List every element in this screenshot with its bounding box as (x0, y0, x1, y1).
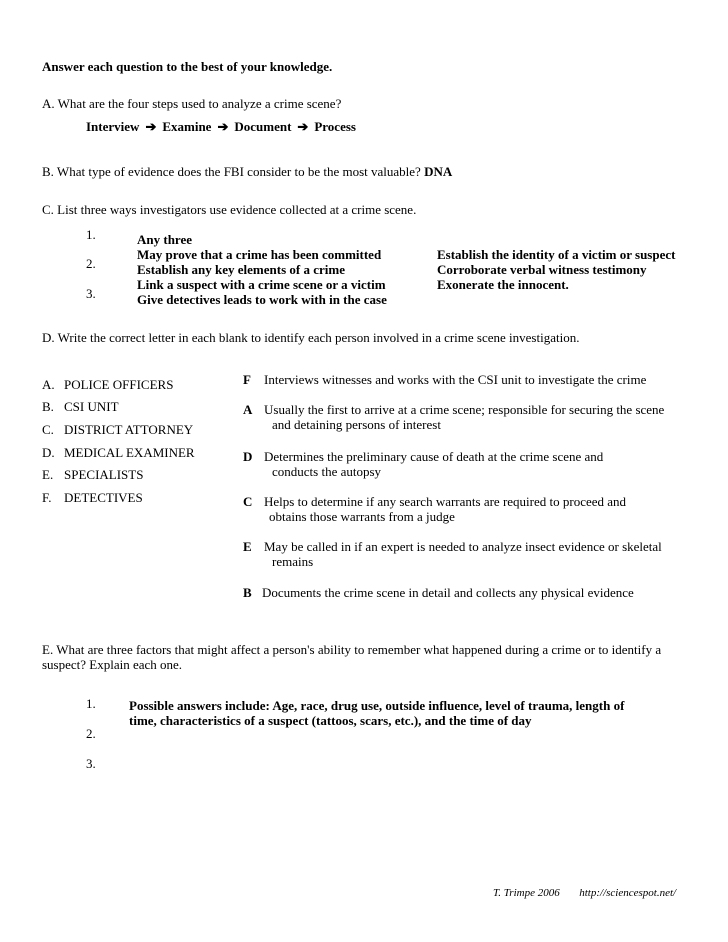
person-name: MEDICAL EXAMINER (64, 445, 195, 460)
match-description: Interviews witnesses and works with the CSI unit to investigate the crime (264, 372, 647, 387)
match-description: May be called in if an expert is needed to analyze insect evidence or skeletal (264, 539, 662, 554)
question-d-prompt: D. Write the correct letter in each blank to identify each person involved in a crime scene investigation. (42, 330, 580, 345)
person-district-attorney (42, 422, 193, 438)
match-description-continued: obtains those warrants from a judge (269, 509, 455, 524)
question-c-number-2: 2. (86, 256, 96, 271)
person-letter: A. (42, 377, 55, 392)
footer-url: http://sciencespot.net/ (579, 887, 677, 899)
match-row (243, 372, 646, 388)
match-description-continued: conducts the autopsy (272, 464, 382, 479)
question-c-number-1: 1. (86, 227, 96, 242)
step-interview: Interview (86, 119, 140, 134)
question-e-number-1: 1. (86, 696, 96, 711)
question-c-number-3: 3. (86, 286, 96, 301)
step-examine: Examine (162, 119, 212, 134)
worksheet-instructions: Answer each question to the best of your knowledge. (42, 59, 333, 74)
person-letter: F. (42, 490, 52, 505)
match-row (243, 494, 626, 510)
question-a-answer (86, 119, 356, 135)
person-detectives (42, 490, 143, 506)
match-description: Determines the preliminary cause of death at the crime scene and (264, 449, 604, 464)
match-answer: B (243, 585, 252, 600)
question-e-number-2: 2. (86, 726, 96, 741)
person-csi-unit (42, 399, 119, 415)
person-police-officers (42, 377, 173, 393)
match-answer: F (243, 372, 251, 387)
question-b-answer: DNA (424, 164, 453, 179)
match-row (243, 539, 662, 555)
question-e-prompt-line1: E. What are three factors that might affect a person's ability to remember what happened during a crime or to identify a (42, 642, 662, 657)
question-e-answer-line1: Possible answers include: Age, race, drug use, outside influence, level of trauma, length of (129, 698, 625, 713)
step-process: Process (314, 119, 356, 134)
match-description: Documents the crime scene in detail and collects any physical evidence (262, 585, 634, 600)
question-c-left-answer-4: Give detectives leads to work with in the case (137, 292, 387, 307)
arrow-right-icon: ➔ (217, 119, 229, 134)
match-description: Helps to determine if any search warrants are required to proceed and (264, 494, 627, 509)
question-a-prompt: A. What are the four steps used to analyze a crime scene? (42, 96, 342, 111)
question-c-answer-header: Any three (137, 232, 193, 247)
step-document: Document (234, 119, 292, 134)
match-description: Usually the first to arrive at a crime scene; responsible for securing the scene (264, 402, 665, 417)
question-c-right-answer-1: Establish the identity of a victim or suspect (437, 247, 676, 262)
person-letter: E. (42, 467, 54, 482)
match-answer: A (243, 402, 253, 417)
question-c-left-answer-1: May prove that a crime has been committed (137, 247, 382, 262)
question-c-prompt: C. List three ways investigators use evidence collected at a crime scene. (42, 202, 417, 217)
person-name: SPECIALISTS (64, 467, 144, 482)
question-b-prompt: B. What type of evidence does the FBI consider to be the most valuable? (42, 164, 421, 179)
question-b (42, 164, 452, 180)
footer-credit (493, 885, 676, 901)
match-answer: E (243, 539, 252, 554)
match-row (243, 585, 634, 601)
person-specialists (42, 467, 143, 483)
question-e-prompt-line2: suspect? Explain each one. (42, 657, 183, 672)
match-answer: D (243, 449, 253, 464)
person-name: POLICE OFFICERS (64, 377, 174, 392)
question-c-left-answer-2: Establish any key elements of a crime (137, 262, 345, 277)
question-e-answer-line2: time, characteristics of a suspect (tattoos, scars, etc.), and the time of day (129, 713, 532, 728)
arrow-right-icon: ➔ (145, 119, 157, 134)
match-answer: C (243, 494, 253, 509)
person-name: DETECTIVES (64, 490, 143, 505)
footer-author: T. Trimpe 2006 (493, 887, 560, 899)
person-letter: C. (42, 422, 54, 437)
question-c-right-answer-3: Exonerate the innocent. (437, 277, 569, 292)
match-row (243, 449, 603, 465)
arrow-right-icon: ➔ (297, 119, 309, 134)
question-c-right-answer-2: Corroborate verbal witness testimony (437, 262, 647, 277)
match-row (243, 402, 664, 418)
person-medical-examiner (42, 445, 195, 461)
person-name: CSI UNIT (64, 399, 119, 414)
person-name: DISTRICT ATTORNEY (64, 422, 194, 437)
question-e-number-3: 3. (86, 756, 96, 771)
question-c-left-answer-3: Link a suspect with a crime scene or a victim (137, 277, 386, 292)
person-letter: D. (42, 445, 55, 460)
match-description-continued: remains (272, 554, 314, 569)
match-description-continued: and detaining persons of interest (272, 417, 441, 432)
person-letter: B. (42, 399, 54, 414)
